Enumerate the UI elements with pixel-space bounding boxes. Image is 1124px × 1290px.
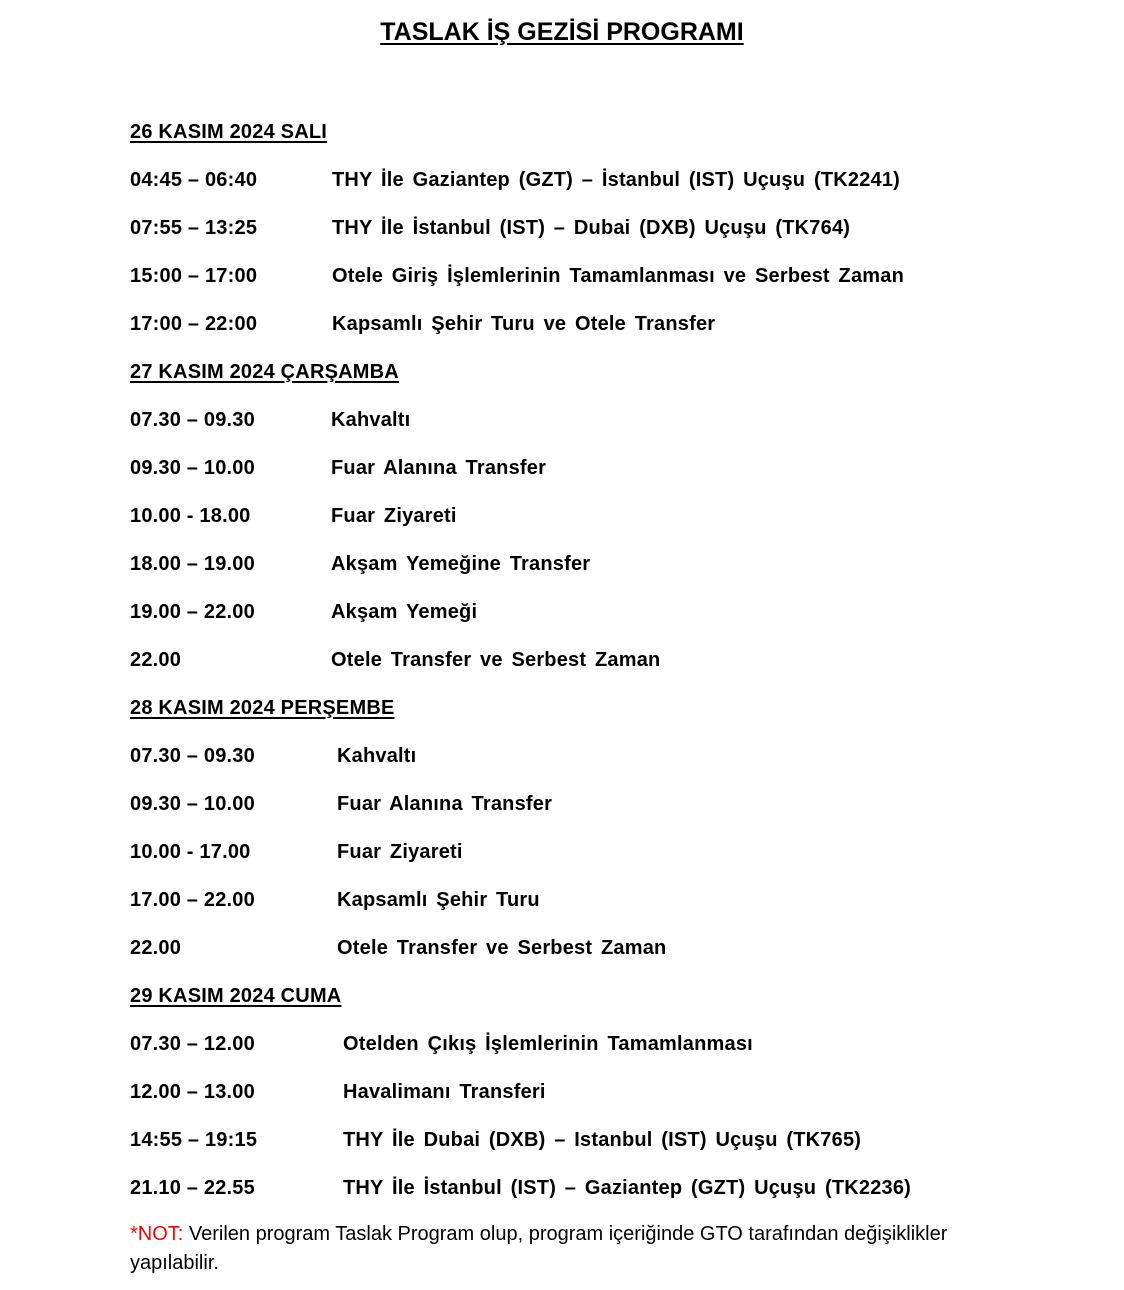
schedule-time: 10.00 - 18.00	[130, 505, 251, 527]
day-section-2	[130, 348, 1030, 684]
schedule-time: 22.00	[130, 937, 182, 959]
schedule-activity: Otele Transfer ve Serbest Zaman	[331, 649, 661, 671]
schedule-activity: Kahvaltı	[337, 745, 417, 767]
schedule-activity: Fuar Alanına Transfer	[331, 457, 547, 479]
schedule-time: 14:55 – 19:15	[130, 1129, 258, 1151]
schedule-row	[130, 540, 1030, 588]
schedule-activity: Otele Transfer ve Serbest Zaman	[337, 937, 667, 959]
day-header: 29 KASIM 2024 CUMA	[130, 985, 342, 1007]
schedule-row	[130, 396, 1030, 444]
day-section-3	[130, 684, 1030, 972]
schedule-activity: Havalimanı Transferi	[343, 1081, 546, 1103]
schedule-time: 07.30 – 09.30	[130, 745, 255, 767]
day-header: 27 KASIM 2024 ÇARŞAMBA	[130, 361, 399, 383]
schedule-time: 07.30 – 12.00	[130, 1033, 255, 1055]
schedule-row	[130, 924, 1030, 972]
schedule-row	[130, 732, 1030, 780]
schedule-activity: Fuar Alanına Transfer	[337, 793, 553, 815]
day-header: 26 KASIM 2024 SALI	[130, 121, 328, 143]
schedule-activity: Akşam Yemeği	[331, 601, 478, 623]
schedule-time: 21.10 – 22.55	[130, 1177, 255, 1199]
schedule-activity: THY İle İstanbul (IST) – Gaziantep (GZT) Uçuşu (TK2236)	[343, 1177, 912, 1199]
schedule-row	[130, 156, 1030, 204]
schedule-row	[130, 1020, 1030, 1068]
schedule-time: 19.00 – 22.00	[130, 601, 255, 623]
schedule-row	[130, 300, 1030, 348]
schedule-time: 09.30 – 10.00	[130, 793, 255, 815]
note-text: Verilen program Taslak Program olup, program içeriğinde GTO tarafından değişiklikler yapılabilir.	[130, 1223, 948, 1274]
schedule-time: 07:55 – 13:25	[130, 217, 258, 239]
schedule-row	[130, 828, 1030, 876]
schedule-time: 04:45 – 06:40	[130, 169, 258, 191]
schedule-time: 07.30 – 09.30	[130, 409, 255, 431]
schedule-activity: Kapsamlı Şehir Turu	[337, 889, 540, 911]
schedule-row	[130, 876, 1030, 924]
schedule-activity: Fuar Ziyareti	[331, 505, 457, 527]
schedule-time: 15:00 – 17:00	[130, 265, 258, 287]
schedule-activity: THY İle Gaziantep (GZT) – İstanbul (IST) Uçuşu (TK2241)	[332, 169, 901, 191]
schedule-activity: THY İle Dubai (DXB) – Istanbul (IST) Uçuşu (TK765)	[343, 1129, 862, 1151]
schedule-time: 17:00 – 22:00	[130, 313, 258, 335]
schedule-time: 12.00 – 13.00	[130, 1081, 255, 1103]
schedule-activity: THY İle İstanbul (IST) – Dubai (DXB) Uçuşu (TK764)	[332, 217, 851, 239]
program-schedule	[130, 108, 1030, 1212]
schedule-row	[130, 780, 1030, 828]
schedule-activity: Otelden Çıkış İşlemlerinin Tamamlanması	[343, 1033, 753, 1055]
schedule-time: 17.00 – 22.00	[130, 889, 255, 911]
schedule-row	[130, 1164, 1030, 1212]
schedule-row	[130, 204, 1030, 252]
schedule-activity: Kapsamlı Şehir Turu ve Otele Transfer	[332, 313, 716, 335]
schedule-row	[130, 1068, 1030, 1116]
day-section-1	[130, 108, 1030, 348]
day-header: 28 KASIM 2024 PERŞEMBE	[130, 697, 395, 719]
schedule-activity: Akşam Yemeğine Transfer	[331, 553, 591, 575]
schedule-row	[130, 636, 1030, 684]
schedule-time: 22.00	[130, 649, 182, 671]
disclaimer-note	[130, 1220, 950, 1278]
schedule-activity: Otele Giriş İşlemlerinin Tamamlanması ve Serbest Zaman	[332, 265, 904, 287]
schedule-time: 09.30 – 10.00	[130, 457, 255, 479]
schedule-row	[130, 444, 1030, 492]
schedule-activity: Fuar Ziyareti	[337, 841, 463, 863]
day-section-4	[130, 972, 1030, 1212]
schedule-time: 18.00 – 19.00	[130, 553, 255, 575]
schedule-row	[130, 588, 1030, 636]
schedule-row	[130, 492, 1030, 540]
schedule-row	[130, 1116, 1030, 1164]
schedule-time: 10.00 - 17.00	[130, 841, 251, 863]
note-label: *NOT:	[130, 1223, 184, 1245]
schedule-activity: Kahvaltı	[331, 409, 411, 431]
page-title: TASLAK İŞ GEZİSİ PROGRAMI	[380, 18, 744, 46]
schedule-row	[130, 252, 1030, 300]
